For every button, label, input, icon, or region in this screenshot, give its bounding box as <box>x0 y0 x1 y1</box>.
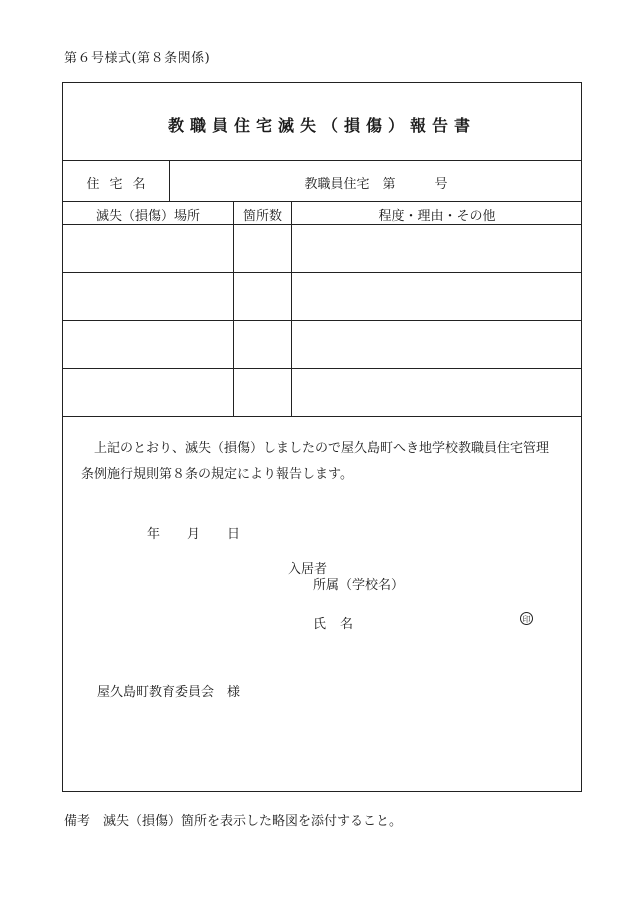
date-month-label: 月 <box>187 527 201 542</box>
document-title: 教職員住宅滅失（損傷）報告書 <box>167 116 476 135</box>
statement-line: 上記のとおり、滅失（損傷）しましたので屋久島町へき地学校教職員住宅管理 <box>94 441 550 456</box>
report-frame <box>62 82 582 792</box>
house-name-field[interactable]: 教職員住宅 第 号 <box>304 177 448 192</box>
divider <box>63 416 581 417</box>
table-cell-count[interactable] <box>237 325 287 363</box>
divider <box>63 160 581 161</box>
table-cell-count[interactable] <box>237 373 287 411</box>
date-year-label: 年 <box>147 527 161 542</box>
name-label: 氏名 <box>313 617 368 632</box>
divider <box>233 201 234 416</box>
divider <box>63 320 581 321</box>
table-cell-details[interactable] <box>295 277 579 315</box>
table-cell-details[interactable] <box>295 373 579 411</box>
table-cell-details[interactable] <box>295 325 579 363</box>
affiliation-label: 所属（学校名） <box>313 578 405 593</box>
table-cell-location[interactable] <box>67 325 229 363</box>
form-number: 第６号様式(第８条関係) <box>64 51 211 66</box>
date-day-label: 日 <box>227 527 241 542</box>
table-cell-count[interactable] <box>237 229 287 267</box>
divider <box>63 272 581 273</box>
column-header-details: 程度・理由・その他 <box>378 209 496 224</box>
table-cell-location[interactable] <box>67 277 229 315</box>
table-cell-location[interactable] <box>67 373 229 411</box>
addressee: 屋久島町教育委員会 様 <box>97 685 241 700</box>
seal-icon: 印 <box>520 612 533 625</box>
remarks-note: 備考 滅失（損傷）箇所を表示した略図を添付すること。 <box>64 814 403 829</box>
column-header-count: 箇所数 <box>242 209 282 224</box>
report-statement <box>81 436 569 488</box>
divider <box>63 224 581 225</box>
table-cell-location[interactable] <box>67 229 229 267</box>
resident-label: 入居者 <box>288 562 328 577</box>
statement-line: 条例施行規則第８条の規定により報告します。 <box>81 467 353 482</box>
table-cell-details[interactable] <box>295 229 579 267</box>
report-date <box>147 523 240 542</box>
divider <box>63 368 581 369</box>
divider <box>63 201 581 202</box>
column-header-location: 滅失（損傷）場所 <box>95 209 200 224</box>
table-cell-count[interactable] <box>237 277 287 315</box>
house-name-label: 住宅名 <box>86 177 156 192</box>
divider <box>291 201 292 416</box>
